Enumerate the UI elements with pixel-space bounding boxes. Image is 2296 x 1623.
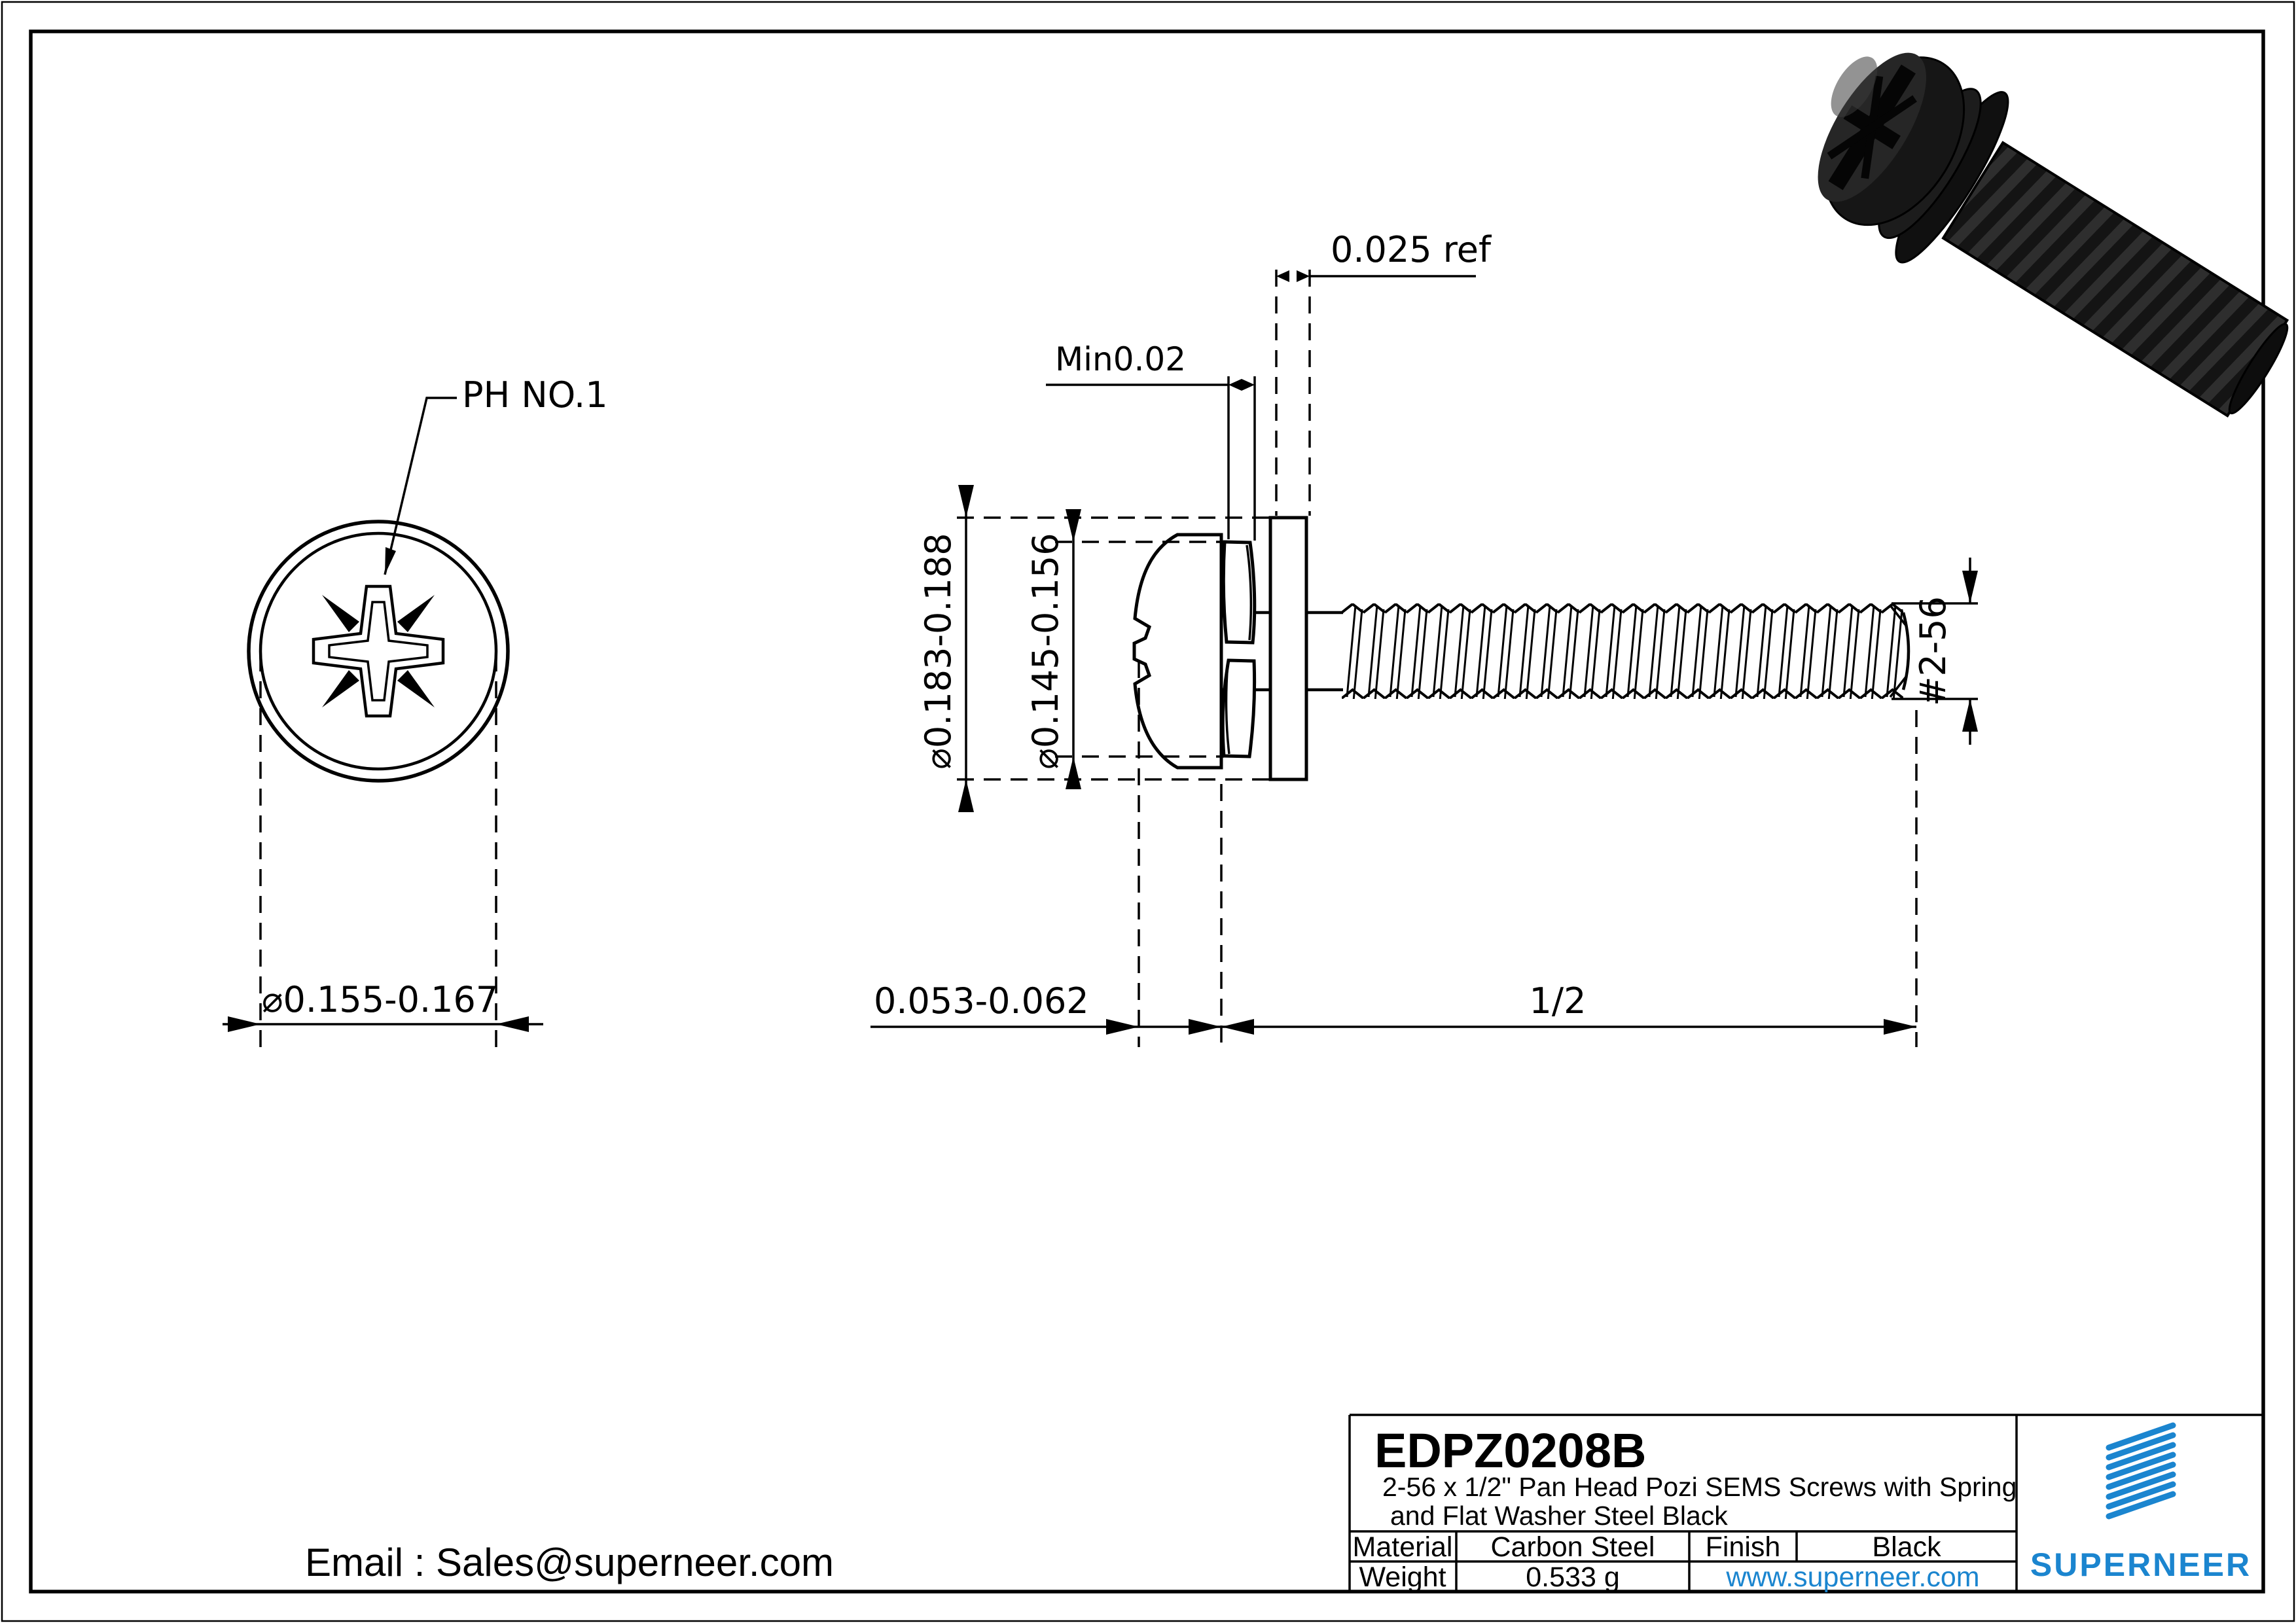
pozi-wing-sw <box>322 670 359 707</box>
flat-washer-thickness-label: 0.025 ref <box>1331 229 1492 270</box>
head-outer-circle <box>249 522 508 781</box>
side-view <box>870 229 1978 1047</box>
drive-label: PH NO.1 <box>462 374 608 416</box>
render-threaded-shank <box>1943 143 2287 416</box>
title-block <box>1350 1415 2263 1593</box>
website-link[interactable]: www.superneer.com <box>1726 1561 1980 1593</box>
finish-value: Black <box>1872 1531 1941 1563</box>
material-label: Material <box>1352 1531 1453 1563</box>
pozi-wing-ne <box>397 595 435 632</box>
spring-washer-od-label: ⌀0.145-0.156 <box>1025 533 1066 770</box>
thread-band <box>1342 603 1903 699</box>
thread-size-label: #2-56 <box>1912 596 1954 706</box>
front-view <box>223 374 608 1047</box>
drive-leader-line <box>385 398 457 575</box>
weight-label: Weight <box>1359 1561 1446 1593</box>
pozi-wing-se <box>397 670 435 707</box>
flat-washer <box>1270 518 1306 779</box>
description-line2: and Flat Washer Steel Black <box>1390 1501 1728 1531</box>
head-diameter-label: ⌀0.155-0.167 <box>262 979 499 1020</box>
pozi-wing-nw <box>322 595 359 632</box>
material-value: Carbon Steel <box>1490 1531 1655 1563</box>
brand-name: SUPERNEER <box>2030 1546 2252 1583</box>
finish-label: Finish <box>1705 1531 1781 1563</box>
drive-leader-arrow <box>385 547 396 575</box>
spring-thickness-label: Min0.02 <box>1055 340 1187 378</box>
head-height-label: 0.053-0.062 <box>874 980 1089 1022</box>
sheet-frame <box>2 2 2294 1621</box>
weight-value: 0.533 g <box>1526 1561 1620 1593</box>
thread-length-label: 1/2 <box>1529 980 1587 1022</box>
flat-washer-od-label: ⌀0.183-0.188 <box>918 533 959 770</box>
screw-3d-render <box>1774 14 2296 458</box>
head-inner-circle <box>260 533 496 769</box>
contact-email: Email : Sales@superneer.com <box>305 1541 834 1584</box>
pan-head-profile <box>1134 535 1221 768</box>
superneer-logo-stripes-icon <box>2109 1425 2173 1516</box>
outer-border <box>2 2 2294 1621</box>
part-number: EDPZ0208B <box>1374 1423 1647 1478</box>
description-line1: 2-56 x 1/2" Pan Head Pozi SEMS Screws with Spring <box>1382 1472 2017 1502</box>
inner-border <box>31 31 2263 1592</box>
